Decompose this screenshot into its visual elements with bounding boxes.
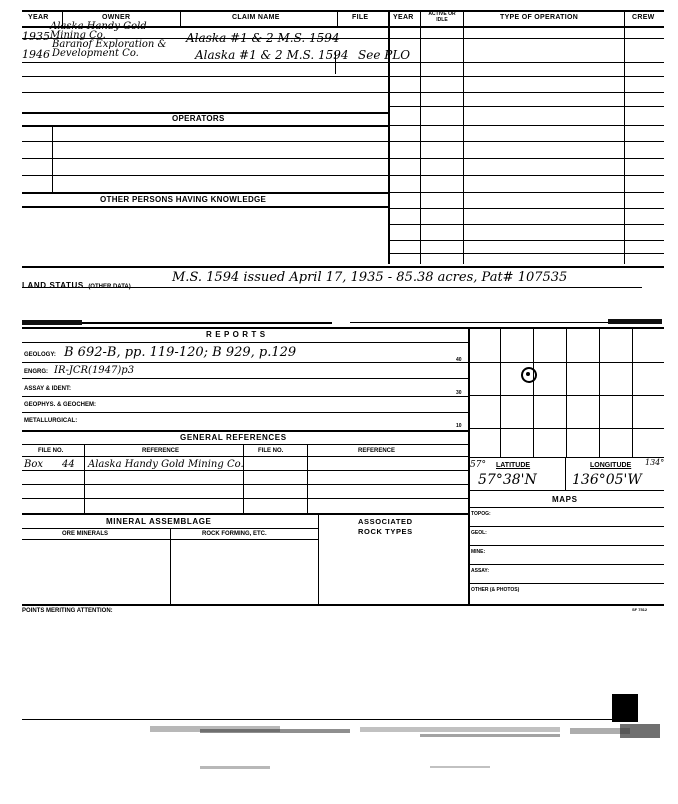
form-number: SF 7512	[632, 607, 648, 612]
mineral-assemblage-title: MINERAL ASSEMBLAGE	[106, 517, 212, 526]
reports-title: R E P O R T S	[206, 330, 266, 339]
latitude-label: LATITUDE	[496, 462, 531, 469]
header-year-2: YEAR	[393, 14, 414, 21]
row2-file: See PLO	[358, 48, 411, 62]
general-references-title: GENERAL REFERENCES	[180, 433, 287, 442]
land-status-value: M.S. 1594 issued April 17, 1935 - 85.38 acres, Pat# 107535	[172, 270, 568, 285]
maps-geol: GEOL:	[471, 530, 487, 536]
header-active-idle: ACTIVE OR IDLE	[428, 11, 456, 23]
maps-other: OTHER (& PHOTOS)	[471, 587, 520, 593]
maps-title: MAPS	[552, 495, 578, 504]
grid-scale-40: 40	[456, 357, 462, 363]
row2-claim: Alaska #1 & 2 M.S. 1594	[195, 48, 349, 62]
engrg-label: ENGRG:	[24, 369, 48, 375]
header-file: FILE	[352, 14, 369, 21]
geophys-label: GEOPHYS. & GEOCHEM:	[24, 402, 97, 408]
lat-prefix: 57°	[470, 460, 486, 470]
gen-ref-header-reference-2: REFERENCE	[358, 448, 396, 454]
rock-types-label: ROCK TYPES	[358, 527, 413, 536]
row1-claim: Alaska #1 & 2 M.S. 1594	[186, 31, 340, 45]
header-year: YEAR	[28, 14, 49, 21]
gen-ref-row1-reference: Alaska Handy Gold Mining Co.	[88, 459, 244, 470]
maps-mine: MINE:	[471, 549, 486, 555]
header-type-of-operation: TYPE OF OPERATION	[500, 14, 579, 21]
location-marker-dot-icon	[526, 372, 530, 376]
maps-assay: ASSAY:	[471, 568, 490, 574]
latitude-value: 57°38'N	[478, 472, 537, 488]
associated-label: ASSOCIATED	[358, 517, 413, 526]
long-suffix: 134°	[645, 458, 665, 467]
ore-minerals-label: ORE MINERALS	[62, 531, 109, 537]
geology-value: B 692-B, pp. 119-120; B 929, p.129	[64, 345, 297, 360]
longitude-value: 136°05'W	[572, 472, 642, 488]
land-status-label: LAND STATUS	[22, 281, 84, 290]
header-owner: OWNER	[102, 14, 131, 21]
points-meriting-attention: POINTS MERITING ATTENTION:	[22, 608, 113, 614]
gen-ref-row1-no: 44	[62, 459, 75, 470]
metallurgical-label: METALLURGICAL:	[24, 418, 78, 424]
row1-year: 1935	[22, 30, 50, 43]
longitude-label: LONGITUDE	[590, 462, 632, 469]
header-claim-name: CLAIM NAME	[232, 14, 280, 21]
engrg-value: IR-JCR(1947)p3	[54, 365, 135, 376]
operators-title: OPERATORS	[172, 114, 225, 123]
gen-ref-header-file-no-2: FILE NO.	[258, 448, 284, 454]
grid-scale-30: 30	[456, 390, 462, 396]
geology-label: GEOLOGY:	[24, 352, 56, 358]
header-crew: CREW	[632, 14, 655, 21]
row2-year: 1946	[22, 48, 50, 61]
gen-ref-header-reference-1: REFERENCE	[142, 448, 180, 454]
row1-owner: Alaska Handy Gold Mining Co.	[50, 21, 147, 41]
gen-ref-header-file-no-1: FILE NO.	[38, 448, 64, 454]
rock-forming-label: ROCK FORMING, ETC.	[202, 531, 267, 537]
other-persons-title: OTHER PERSONS HAVING KNOWLEDGE	[100, 195, 267, 204]
maps-topog: TOPOG:	[471, 511, 491, 517]
assay-label: ASSAY & IDENT:	[24, 386, 72, 392]
land-status-sublabel: (OTHER DATA)	[88, 284, 131, 290]
grid-scale-10: 10	[456, 423, 462, 429]
gen-ref-row1-file-no: Box	[24, 459, 44, 470]
row2-owner: Baranof Exploration & Development Co.	[52, 39, 167, 59]
